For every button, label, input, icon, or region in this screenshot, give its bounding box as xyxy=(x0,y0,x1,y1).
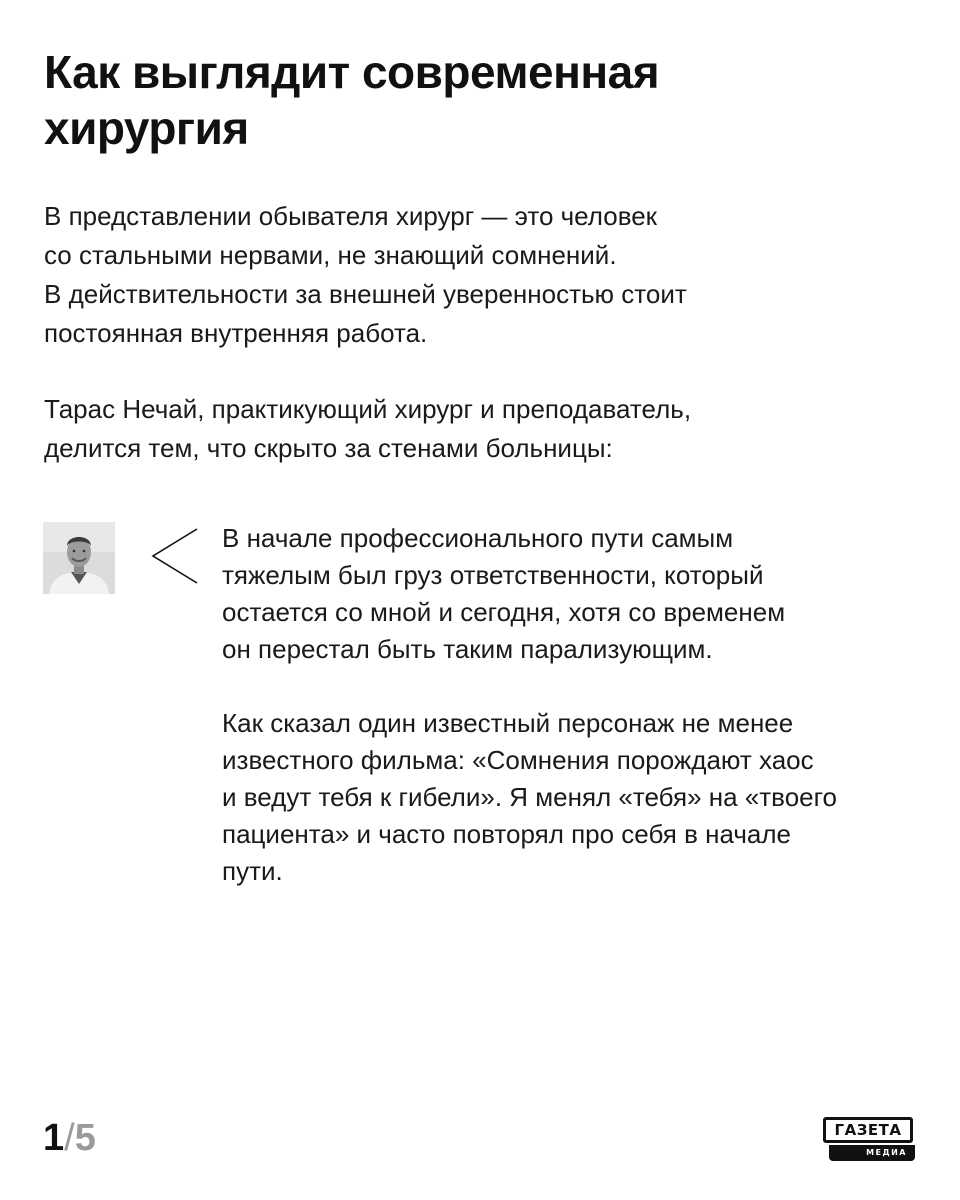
gazeta-media-logo xyxy=(823,1117,918,1163)
page-separator: / xyxy=(64,1117,75,1159)
quote-line: известного фильма: «Сомнения порождают хаос xyxy=(222,745,814,775)
quote-line: тяжелым был груз ответственности, который xyxy=(222,560,764,590)
author-line: Тарас Нечай, практикующий хирург и преподаватель, xyxy=(44,394,692,424)
intro-line: постоянная внутренняя работа. xyxy=(44,318,428,348)
quote-line: В начале профессионального пути самым xyxy=(222,523,734,553)
author-intro-paragraph xyxy=(44,390,904,468)
total-pages: 5 xyxy=(74,1117,96,1159)
intro-line: В действительности за внешней уверенностью стоит xyxy=(44,279,687,309)
page-title xyxy=(44,44,904,156)
current-page: 1 xyxy=(43,1117,65,1159)
quote-line: и ведут тебя к гибели». Я менял «тебя» на «твоего xyxy=(222,782,837,812)
quote-line: остается со мной и сегодня, хотя со временем xyxy=(222,597,786,627)
angle-bracket-quote-icon xyxy=(150,528,200,584)
intro-line: В представлении обывателя хирург — это человек xyxy=(44,201,658,231)
logo-subtitle: МЕДИА xyxy=(829,1145,915,1161)
quote-line: пациента» и часто повторял про себя в начале xyxy=(222,819,792,849)
title-line: хирургия xyxy=(44,102,249,154)
page-indicator xyxy=(43,1116,96,1160)
logo-wordmark: ГАЗЕТА xyxy=(823,1117,913,1143)
quote-line: он перестал быть таким парализующим. xyxy=(222,634,713,664)
quote-line: пути. xyxy=(222,856,283,886)
quote-paragraph-2 xyxy=(222,705,922,890)
quote-line: Как сказал один известный персонаж не менее xyxy=(222,708,794,738)
quote-paragraph-1 xyxy=(222,520,922,668)
author-line: делится тем, что скрыто за стенами больницы: xyxy=(44,433,613,463)
avatar xyxy=(43,522,115,594)
author-portrait-photo xyxy=(43,522,115,594)
intro-line: со стальными нервами, не знающий сомнений. xyxy=(44,240,617,270)
intro-paragraph xyxy=(44,197,904,353)
title-line: Как выглядит современная xyxy=(44,46,660,98)
